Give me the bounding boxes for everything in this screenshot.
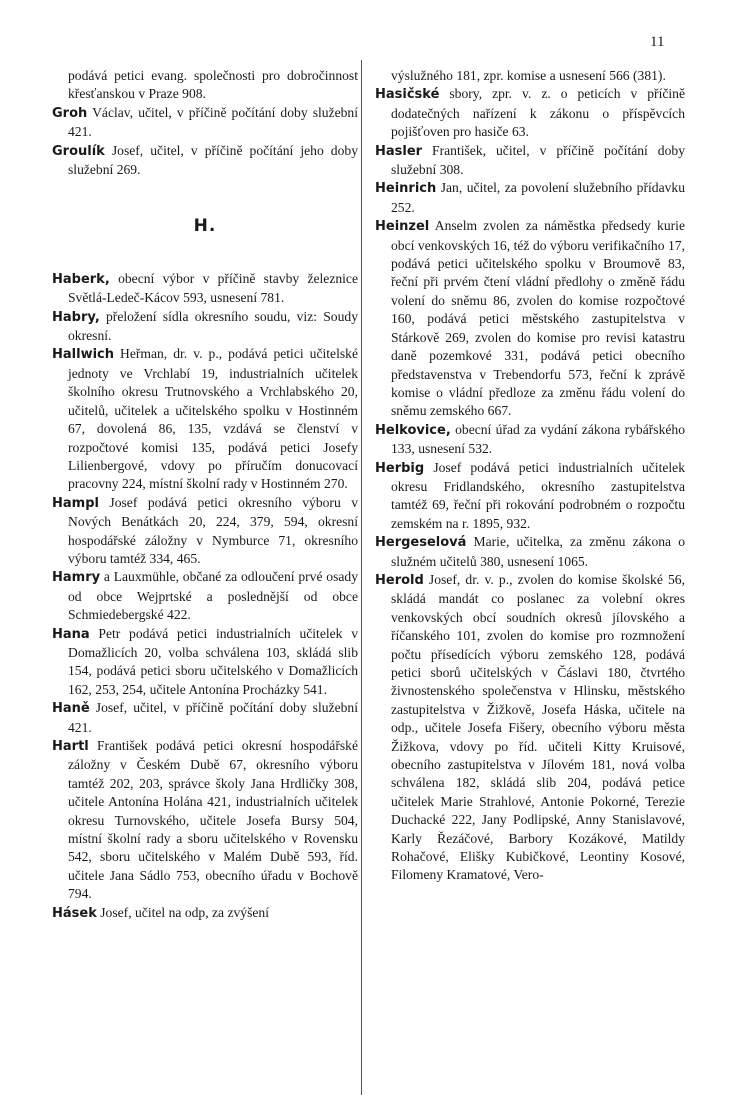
index-entry: [375, 459, 685, 534]
index-entry: [52, 270, 358, 308]
index-entry: [52, 625, 358, 700]
entry-text: Josef podává petici okresního výboru v Nových Benátkách 20, 224, 379, 594, okresní hospodářské záložny v Nymburce 71, okresního výboru tamtéž 334, 465.: [68, 494, 358, 566]
entry-heading: Hamry: [52, 570, 101, 586]
entry-text: František podává petici okresní hospodářské záložny v Českém Dubě 67, okresního výboru tamtéž 202, 203, správce školy Jana Hrdličky 308, učitele Antonína Holána 421, industrialních učitelek okresu Turnovského, učitele Josefa Bursy 504, místní školní rady a sboru učitelského v Rovensku 542, sboru učitelského v Malém Dubě 593, říd. učitele Jana Sádlo 753, obecního úřadu v Bochově 794.: [68, 738, 358, 902]
entry-heading: Hartl: [52, 739, 89, 754]
entry-text: přeložení sídla okresního soudu, viz: Soudy okresní.: [68, 308, 358, 344]
entry-text: Josef podává petici industrialních učitelek okresu Fridlandského, okresního zastupitelstva tamtéž 69, řeční při rokování podrobném o rozpočtu zemském na r. 1895, 932.: [391, 459, 685, 531]
index-entry: [375, 533, 685, 571]
index-entry: [52, 142, 358, 180]
entry-heading: Helkovice,: [375, 422, 451, 438]
entry-text: sbory, zpr. v. z. o peticích v příčině dodatečných nařízení k zákonu o příspěvcích pojišťoven pro hasiče 63.: [391, 86, 685, 140]
index-entry: [375, 571, 685, 885]
entry-text: Josef, učitel na odp, za zvýšení: [96, 904, 269, 920]
index-entry: [52, 568, 358, 624]
entry-heading: Heinrich: [375, 181, 437, 197]
index-entry: [52, 699, 358, 737]
entry-text: Josef, učitel, v příčině počítání doby služební 421.: [68, 700, 358, 735]
entry-heading: Hana: [52, 626, 90, 642]
entry-text: Petr podává petici industrialních učitelek v Domažlicích 20, volba schválena 103, skládá slib 154, podává petici sboru učitelského v Domažlicích 162, 253, 254, učitele Antonína Procházky 541.: [68, 625, 358, 697]
entry-text: Josef, dr. v. p., zvolen do komise školské 56, skládá mandát co poslanec za volební okres venkovských obcí soudních okresů jílovského a říčanského 101, zvolen do komise pro rozmnožení počtu přísedících výboru zemského 128, podává petici sborů učitelských v Čáslavi 180, čtvrtého živnostenského společenstva v Hlinsku, městského zastupitelstva v Žižkově, Josefa Háska, učitele na odp., učitele Josefa Fišery, obecního výboru města Žižkova, vdovy po říd. učiteli Kitty Kruisové, obecního zastupitelstva v Jílovém 181, nová volba schválena 182, skládá slib 204, podává petice učitelek Marie Strahlové, Antonie Pokorné, Terezie Duchacké 222, Jany Podlipské, Anny Stanislavové, Karly Řezáčové, Barbory Kozákové, Matildy Rohačové, Elišky Kubičkové, Leontiny Kosové, Filomeny Kramatové, Vero-: [391, 571, 685, 883]
index-entry: [375, 142, 685, 180]
entry-text: Václav, učitel, v příčině počítání doby služební 421.: [68, 104, 358, 140]
index-entry: [52, 104, 358, 142]
column-divider: [361, 60, 362, 1095]
index-entry: [52, 737, 358, 904]
entry-heading: Haberk,: [52, 271, 110, 287]
entry-heading: Heinzel: [375, 219, 430, 235]
entry-text: Josef, učitel, v příčině počítání jeho doby služební 269.: [68, 142, 358, 178]
entry-text: František, učitel, v příčině počítání doby služební 308.: [391, 142, 685, 178]
continued-entry-text: podává petici evang. společnosti pro dobročinnost křesťanskou v Praze 908.: [68, 68, 358, 102]
entry-text: a Lauxmühle, občané za odloučení prvé osady od obce Wejprtské a poslednější od obce Schmiedebergské 422.: [68, 569, 358, 623]
index-entry: [375, 179, 685, 217]
entry-heading: Hasičské: [375, 87, 440, 103]
entry-heading: Herold: [375, 572, 424, 588]
entry-heading: Groh: [52, 105, 88, 121]
index-entry: [52, 494, 358, 569]
entry-heading: Haně: [52, 701, 90, 717]
entry-heading: Groulík: [52, 143, 105, 159]
entry-heading: Hergeselová: [375, 535, 467, 551]
index-entry: [375, 85, 685, 141]
entry-text: Marie, učitelka, za změnu zákona o služném učitelů 380, usnesení 1065.: [391, 534, 685, 569]
continued-entry-text: výslužného 181, zpr. komise a usnesení 566 (381).: [391, 68, 666, 83]
index-entry: [375, 217, 685, 420]
right-column: [375, 67, 685, 885]
index-entry: [52, 308, 358, 346]
entry-heading: Hallwich: [52, 347, 114, 363]
section-letter: H.: [193, 216, 217, 237]
entry-text: obecní úřad za vydání zákona rybářského 133, usnesení 532.: [391, 421, 685, 457]
index-entry: [52, 904, 358, 923]
entry-heading: Hampl: [52, 495, 99, 511]
entry-text: Jan, učitel, za povolení služebního přídavku 252.: [391, 180, 685, 215]
entry-text: Anselm zvolen za náměstka předsedy kurie obcí venkovských 16, též do výboru verifikačního 17, podává petici učitelského spolku v Broumově 83, řeční při prvém čtení vládní předlohy o změně řádu volení do sněmu 86, zvolen do komise rozpočtové 160, podává petici městského zastupitelstva v Stárkově 269, zvolen do komise pro revisi katastru daně pozemkové 331, podává petici obecního představenstva v Trebendorfu 573, řeční k zprávě komise o vládní předloze za změnu řádu volení do sněmu zemského 667.: [391, 218, 685, 419]
left-column: [52, 67, 358, 923]
entry-text: obecní výbor v příčině stavby železnice Světlá-Ledeč-Kácov 593, usnesení 781.: [68, 270, 358, 306]
page-number: 11: [650, 34, 665, 50]
index-entry: [375, 421, 685, 459]
entry-heading: Habry,: [52, 309, 100, 325]
entry-heading: Hasler: [375, 143, 423, 159]
index-entry: [52, 345, 358, 493]
entry-heading: Hásek: [52, 905, 97, 921]
entry-heading: Herbig: [375, 460, 425, 476]
entry-text: Heřman, dr. v. p., podává petici učitelské jednoty ve Vrchlabí 19, industrialních učitelek školního okresu Trutnovského a Vrchlabského 20, učitelů, učitelek a učitelského spolku v Hostinném 67, dovolená 86, 135, vzdává se členství v rozpočtové komisi 135, podává petici Josefy Lilienbergové, vdovy po příručím donucovací pracovny 224, místní školní rady v Hostinném 270.: [68, 346, 358, 492]
